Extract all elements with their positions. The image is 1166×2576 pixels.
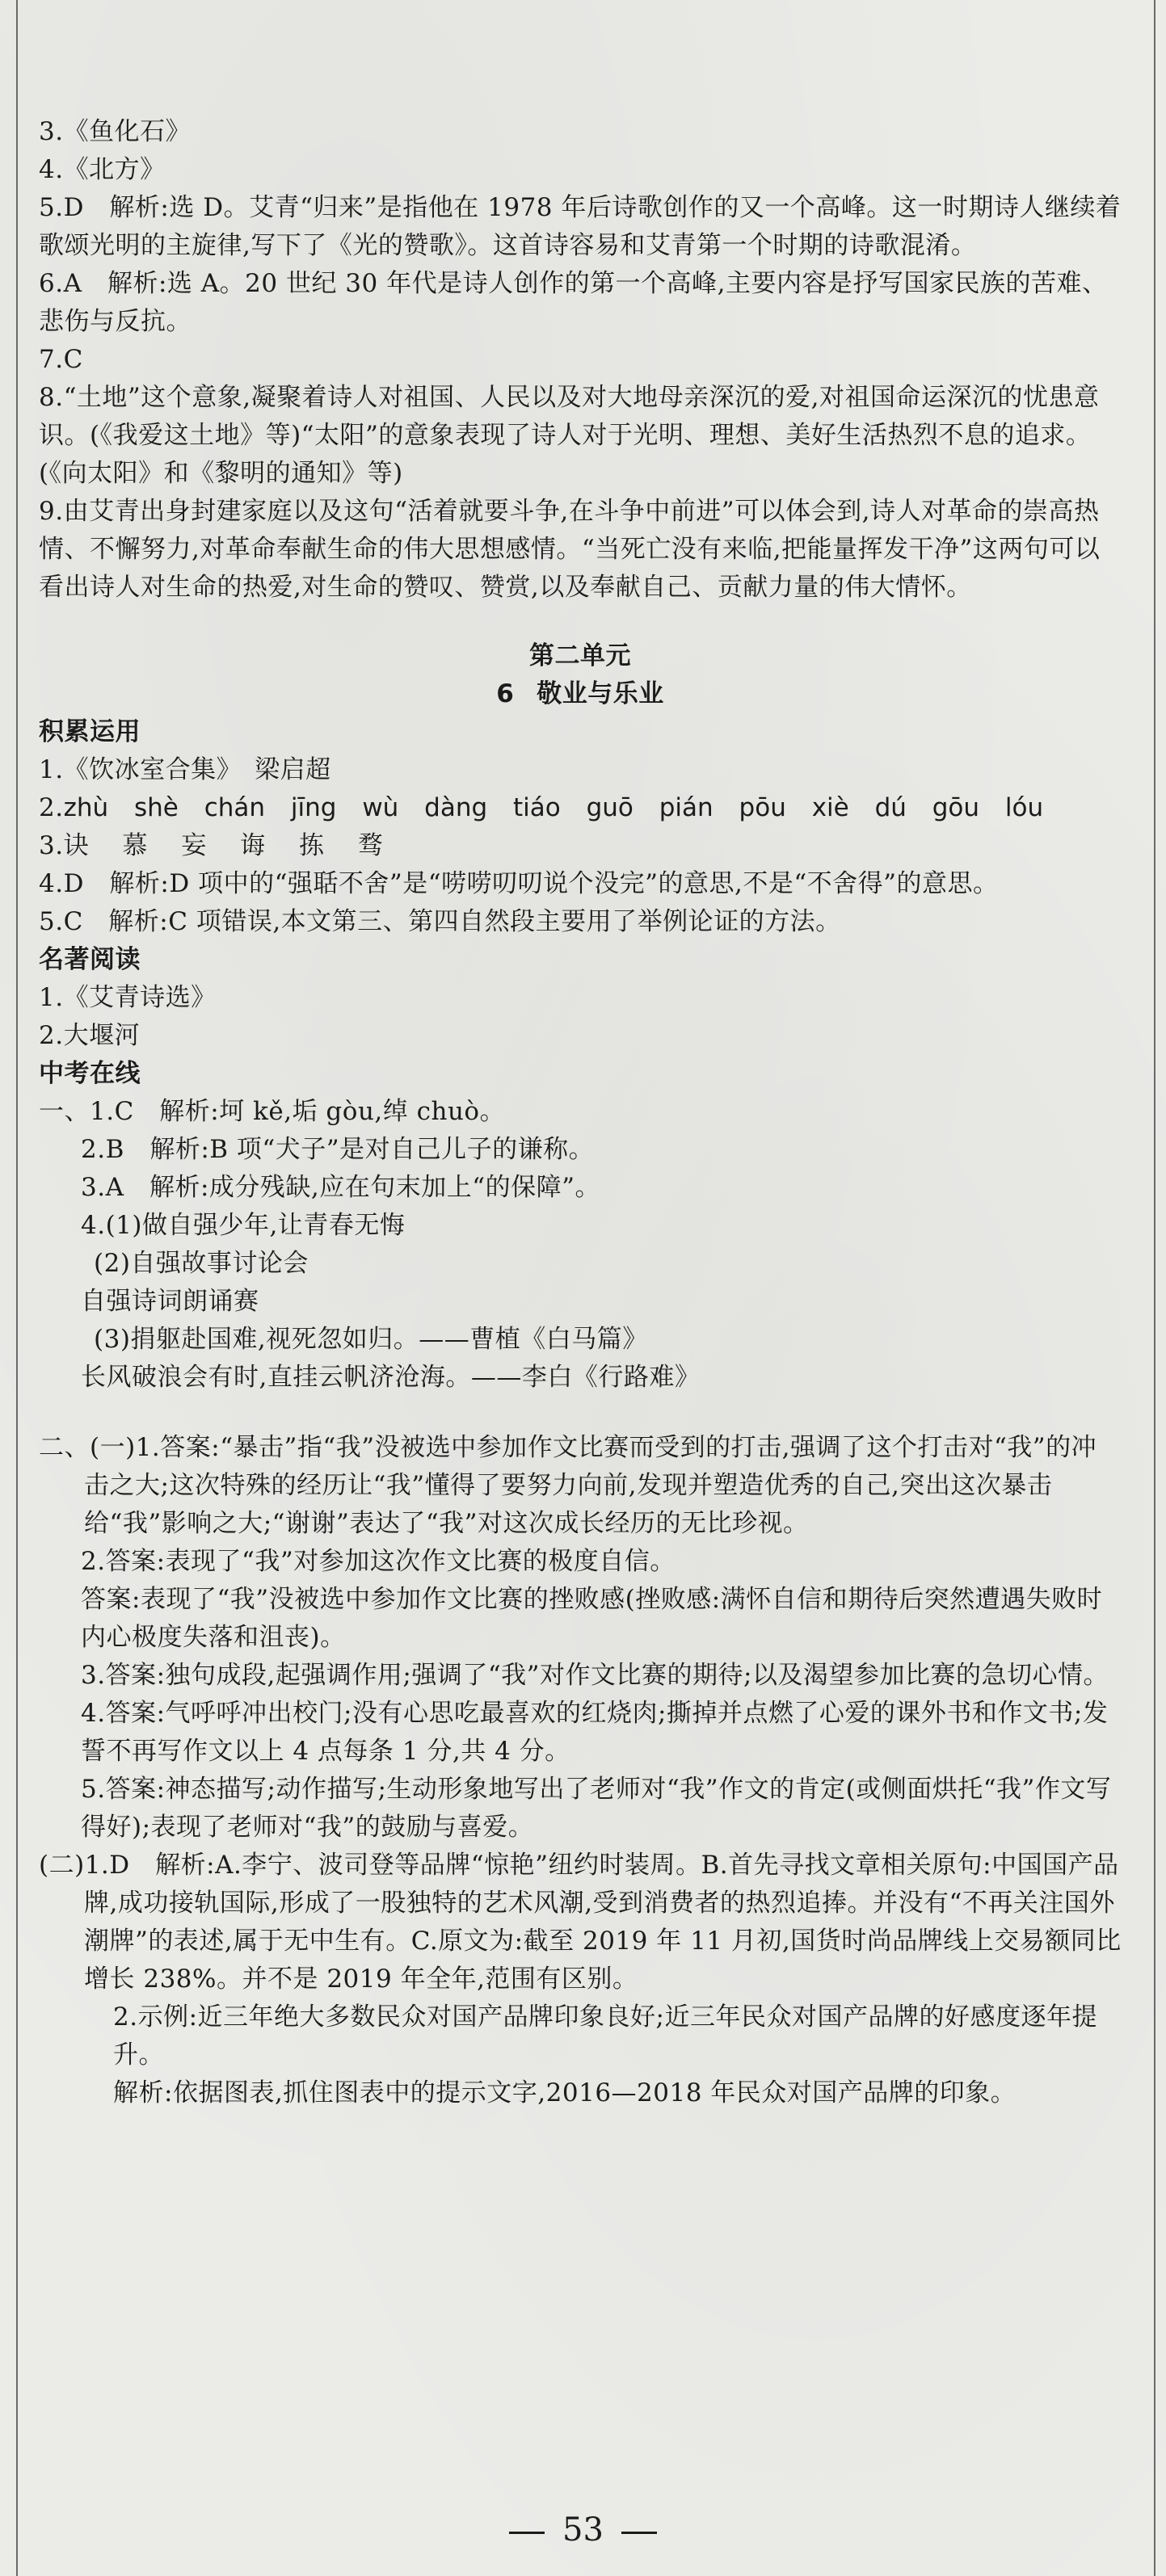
answer-line: 3.答案:独句成段,起强调作用;强调了“我”对作文比赛的期待;以及渴望参加比赛的急切心情。 [81,1661,1109,1690]
answer-line: 5.D 解析:选 D。艾青“归来”是指他在 1978 年后诗歌创作的又一个高峰。这一时期诗人继续着歌颂光明的主旋律,写下了《光的赞歌》。这首诗容易和艾青第一个时期的诗歌混淆。 [39,193,1122,260]
chars-text: 诀 慕 妄 诲 拣 骛 [63,831,396,860]
answer-line: (3)捐躯赴国难,视死忽如归。——曹植《白马篇》 [94,1325,648,1354]
answer-line: 4.《北方》 [39,155,166,184]
unit-title: 第二单元 [529,641,631,670]
answer-line: 6.A 解析:选 A。20 世纪 30 年代是诗人创作的第一个高峰,主要内容是抒写国家民族的苦难、悲伤与反抗。 [39,269,1108,336]
lesson-title [39,675,1122,713]
answer-line: 4.答案:气呼呼冲出校门;没有心思吃最喜欢的红烧肉;撕掉并点燃了心爱的课外书和作文书;发誓不再写作文以上 4 点每条 1 分,共 4 分。 [81,1699,1109,1766]
answer-line: 2.B 解析:B 项“犬子”是对自己儿子的谦称。 [81,1135,595,1164]
answer-line: 1.《艾青诗选》 [39,983,217,1012]
answer-line: 5.答案:神态描写;动作描写;生动形象地写出了老师对“我”作文的肯定(或侧面烘托“我”作文写得好);表现了老师对“我”的鼓励与喜爱。 [81,1775,1112,1842]
section-heading: 积累运用 [39,717,141,746]
answer-line: 4.D 解析:D 项中的“强聒不舍”是“唠唠叨叨说个没完”的意思,不是“不舍得”的意思。 [39,869,999,898]
answer-line: 9.由艾青出身封建家庭以及这句“活着就要斗争,在斗争中前进”可以体会到,诗人对革命的崇高热情、不懈努力,对革命奉献生命的伟大思想感情。“当死亡没有来临,把能量挥发干净”这两句可以看出诗人对生命的热爱,对生命的赞叹、赞赏,以及奉献自己、贡献力量的伟大情怀。 [39,497,1101,602]
pinyin-answer [39,789,1122,827]
answer-line: (二)1.D 解析:A.李宁、波司登等品牌“惊艳”纽约时装周。B.首先寻找文章相关原句:中国国产品牌,成功接轨国际,形成了一股独特的艺术风潮,受到消费者的热烈追捧。并没有“不再关注国外潮牌”的表述,属于无中生有。C.原文为:截至 2019 年 11 月初,国货时尚品牌线上交易额同比增长 238%。并不是 2019 年全年,范围有区别。 [39,1851,1122,1994]
answer-line: 8.“土地”这个意象,凝聚着诗人对祖国、人民以及对大地母亲深沉的爱,对祖国命运深沉的忧患意识。(《我爱这土地》等)“太阳”的意象表现了诗人对于光明、理想、美好生活热烈不息的追求。(《向太阳》和《黎明的通知》等) [39,383,1100,488]
lesson-number: 6 [496,679,515,708]
answer-line: 答案:表现了“我”没被选中参加作文比赛的挫败感(挫败感:满怀自信和期待后突然遭遇失败时内心极度失落和沮丧)。 [81,1585,1103,1652]
answer-line: 自强诗词朗诵赛 [81,1287,259,1316]
answer-line: 1.《饮冰室合集》 梁启超 [39,755,331,784]
answer-line: 3.《鱼化石》 [39,117,192,146]
right-margin-rule [1154,0,1155,2576]
answer-line: 5.C 解析:C 项错误,本文第三、第四自然段主要用了举例论证的方法。 [39,907,841,936]
lesson-name: 敬业与乐业 [537,679,664,708]
answer-line: 4.(1)做自强少年,让青春无悔 [81,1211,406,1240]
page-number-dash [509,2532,545,2534]
page-number [0,2507,1166,2553]
page-number-text: 53 [562,2511,604,2549]
answer-line: 2.示例:近三年绝大多数民众对国产品牌印象良好;近三年民众对国产品牌的好感度逐年提升。 [113,2002,1097,2070]
answer-line: 二、(一)1.答案:“暴击”指“我”没被选中参加作文比赛而受到的打击,强调了这个打击对“我”的冲击之大;这次特殊的经历让“我”懂得了要努力向前,发现并塑造优秀的自己,突出这次暴击给“我”影响之大;“谢谢”表达了“我”对这次成长经历的无比珍视。 [39,1433,1097,1538]
pinyin-text: zhù shè chán jīng wù dàng tiáo guō pián pōu xiè dú gōu lóu [63,793,1044,822]
answer-line: 3.A 解析:成分残缺,应在句末加上“的保障”。 [81,1173,600,1202]
left-margin-rule [16,0,18,2576]
answer-content [39,113,1122,2112]
question-number: 2. [39,793,64,822]
answer-line: 2.大堰河 [39,1021,141,1050]
question-number: 3. [39,831,64,860]
answer-line: 一、1.C 解析:坷 kě,垢 gòu,绰 chuò。 [39,1097,506,1126]
answer-line: 2.答案:表现了“我”对参加这次作文比赛的极度自信。 [81,1547,676,1576]
answer-line: 长风破浪会有时,直挂云帆济沧海。——李白《行路难》 [81,1363,701,1392]
page-number-dash [621,2532,657,2534]
answer-line: 7.C [39,345,83,374]
answer-line: (2)自强故事讨论会 [94,1249,309,1278]
chars-answer [39,827,1122,865]
section-heading: 中考在线 [39,1059,141,1088]
section-heading: 名著阅读 [39,945,141,974]
answer-line: 解析:依据图表,抓住图表中的提示文字,2016—2018 年民众对国产品牌的印象。 [113,2078,1017,2107]
